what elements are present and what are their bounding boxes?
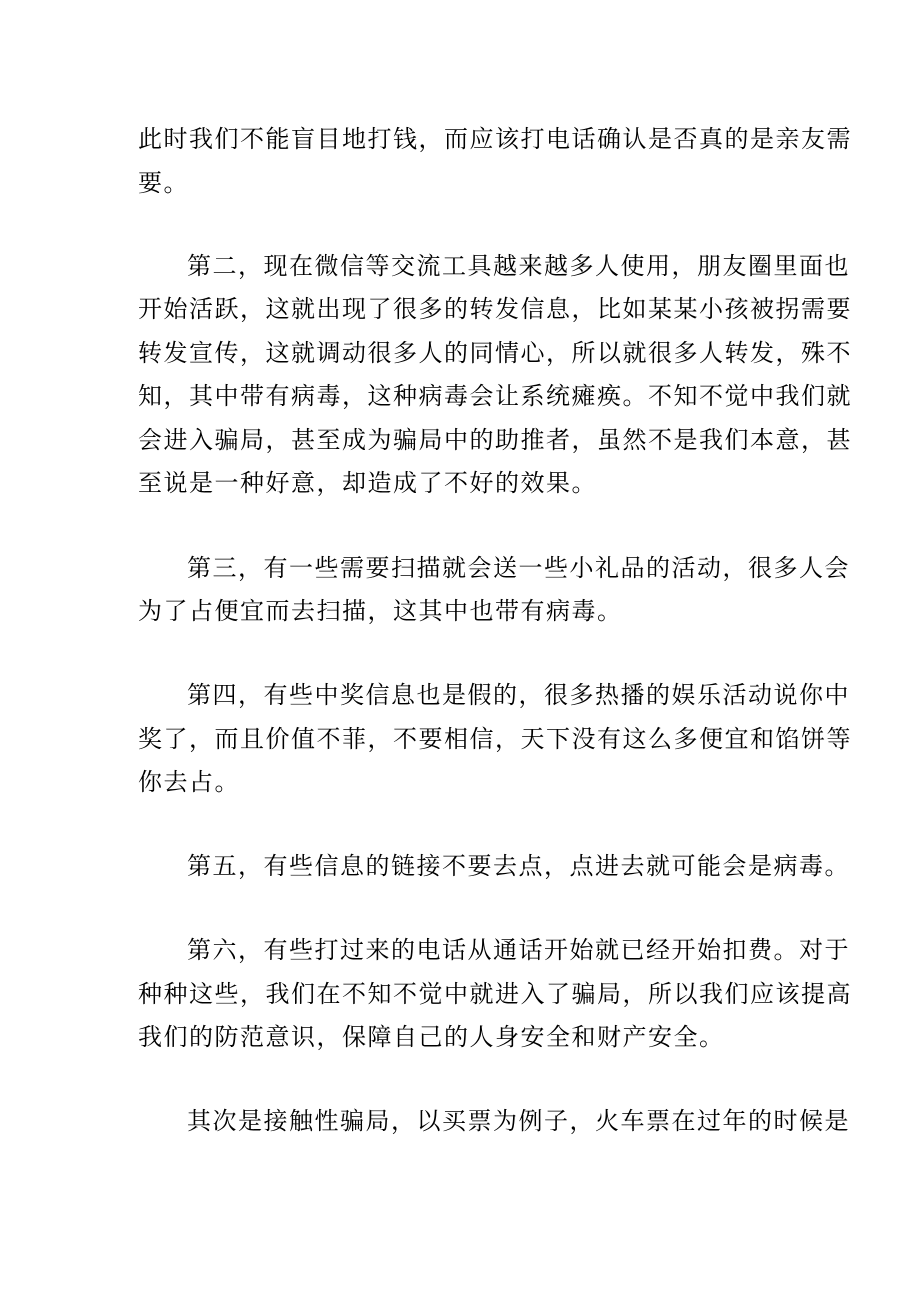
paragraph-6-line-3: 我们的防范意识，保障自己的人身安全和财产安全。 xyxy=(138,1023,725,1051)
paragraph-4-line-3: 你去占。 xyxy=(138,768,240,796)
paragraph-3-line-1: 第三，有一些需要扫描就会送一些小礼品的活动，很多人会 xyxy=(187,554,850,582)
paragraph-3-line-2: 为了占便宜而去扫描，这其中也带有病毒。 xyxy=(138,597,623,625)
paragraph-6-line-2: 种种这些，我们在不知不觉中就进入了骗局，所以我们应该提高 xyxy=(138,980,852,1008)
paragraph-7-line-1: 其次是接触性骗局，以买票为例子，火车票在过年的时候是 xyxy=(187,1107,850,1135)
paragraph-2-line-6: 至说是一种好意，却造成了不好的效果。 xyxy=(138,469,597,497)
paragraph-1-line-2: 要。 xyxy=(138,169,189,197)
paragraph-1-line-1: 此时我们不能盲目地打钱，而应该打电话确认是否真的是亲友需 xyxy=(138,125,852,153)
paragraph-2-line-1: 第二，现在微信等交流工具越来越多人使用，朋友圈里面也 xyxy=(187,252,850,280)
paragraph-4-line-2: 奖了，而且价值不菲，不要相信，天下没有这么多便宜和馅饼等 xyxy=(138,725,852,753)
paragraph-2-line-3: 转发宣传，这就调动很多人的同情心，所以就很多人转发，殊不 xyxy=(138,339,852,367)
paragraph-2-line-4: 知，其中带有病毒，这种病毒会让系统瘫痪。不知不觉中我们就 xyxy=(138,382,852,410)
paragraph-6-line-1: 第六，有些打过来的电话从通话开始就已经开始扣费。对于 xyxy=(187,936,850,964)
paragraph-2-line-2: 开始活跃，这就出现了很多的转发信息，比如某某小孩被拐需要 xyxy=(138,295,852,323)
paragraph-2-line-5: 会进入骗局，甚至成为骗局中的助推者，虽然不是我们本意，甚 xyxy=(138,426,852,454)
paragraph-5-line-1: 第五，有些信息的链接不要去点，点进去就可能会是病毒。 xyxy=(187,852,850,880)
paragraph-4-line-1: 第四，有些中奖信息也是假的，很多热播的娱乐活动说你中 xyxy=(187,681,850,709)
